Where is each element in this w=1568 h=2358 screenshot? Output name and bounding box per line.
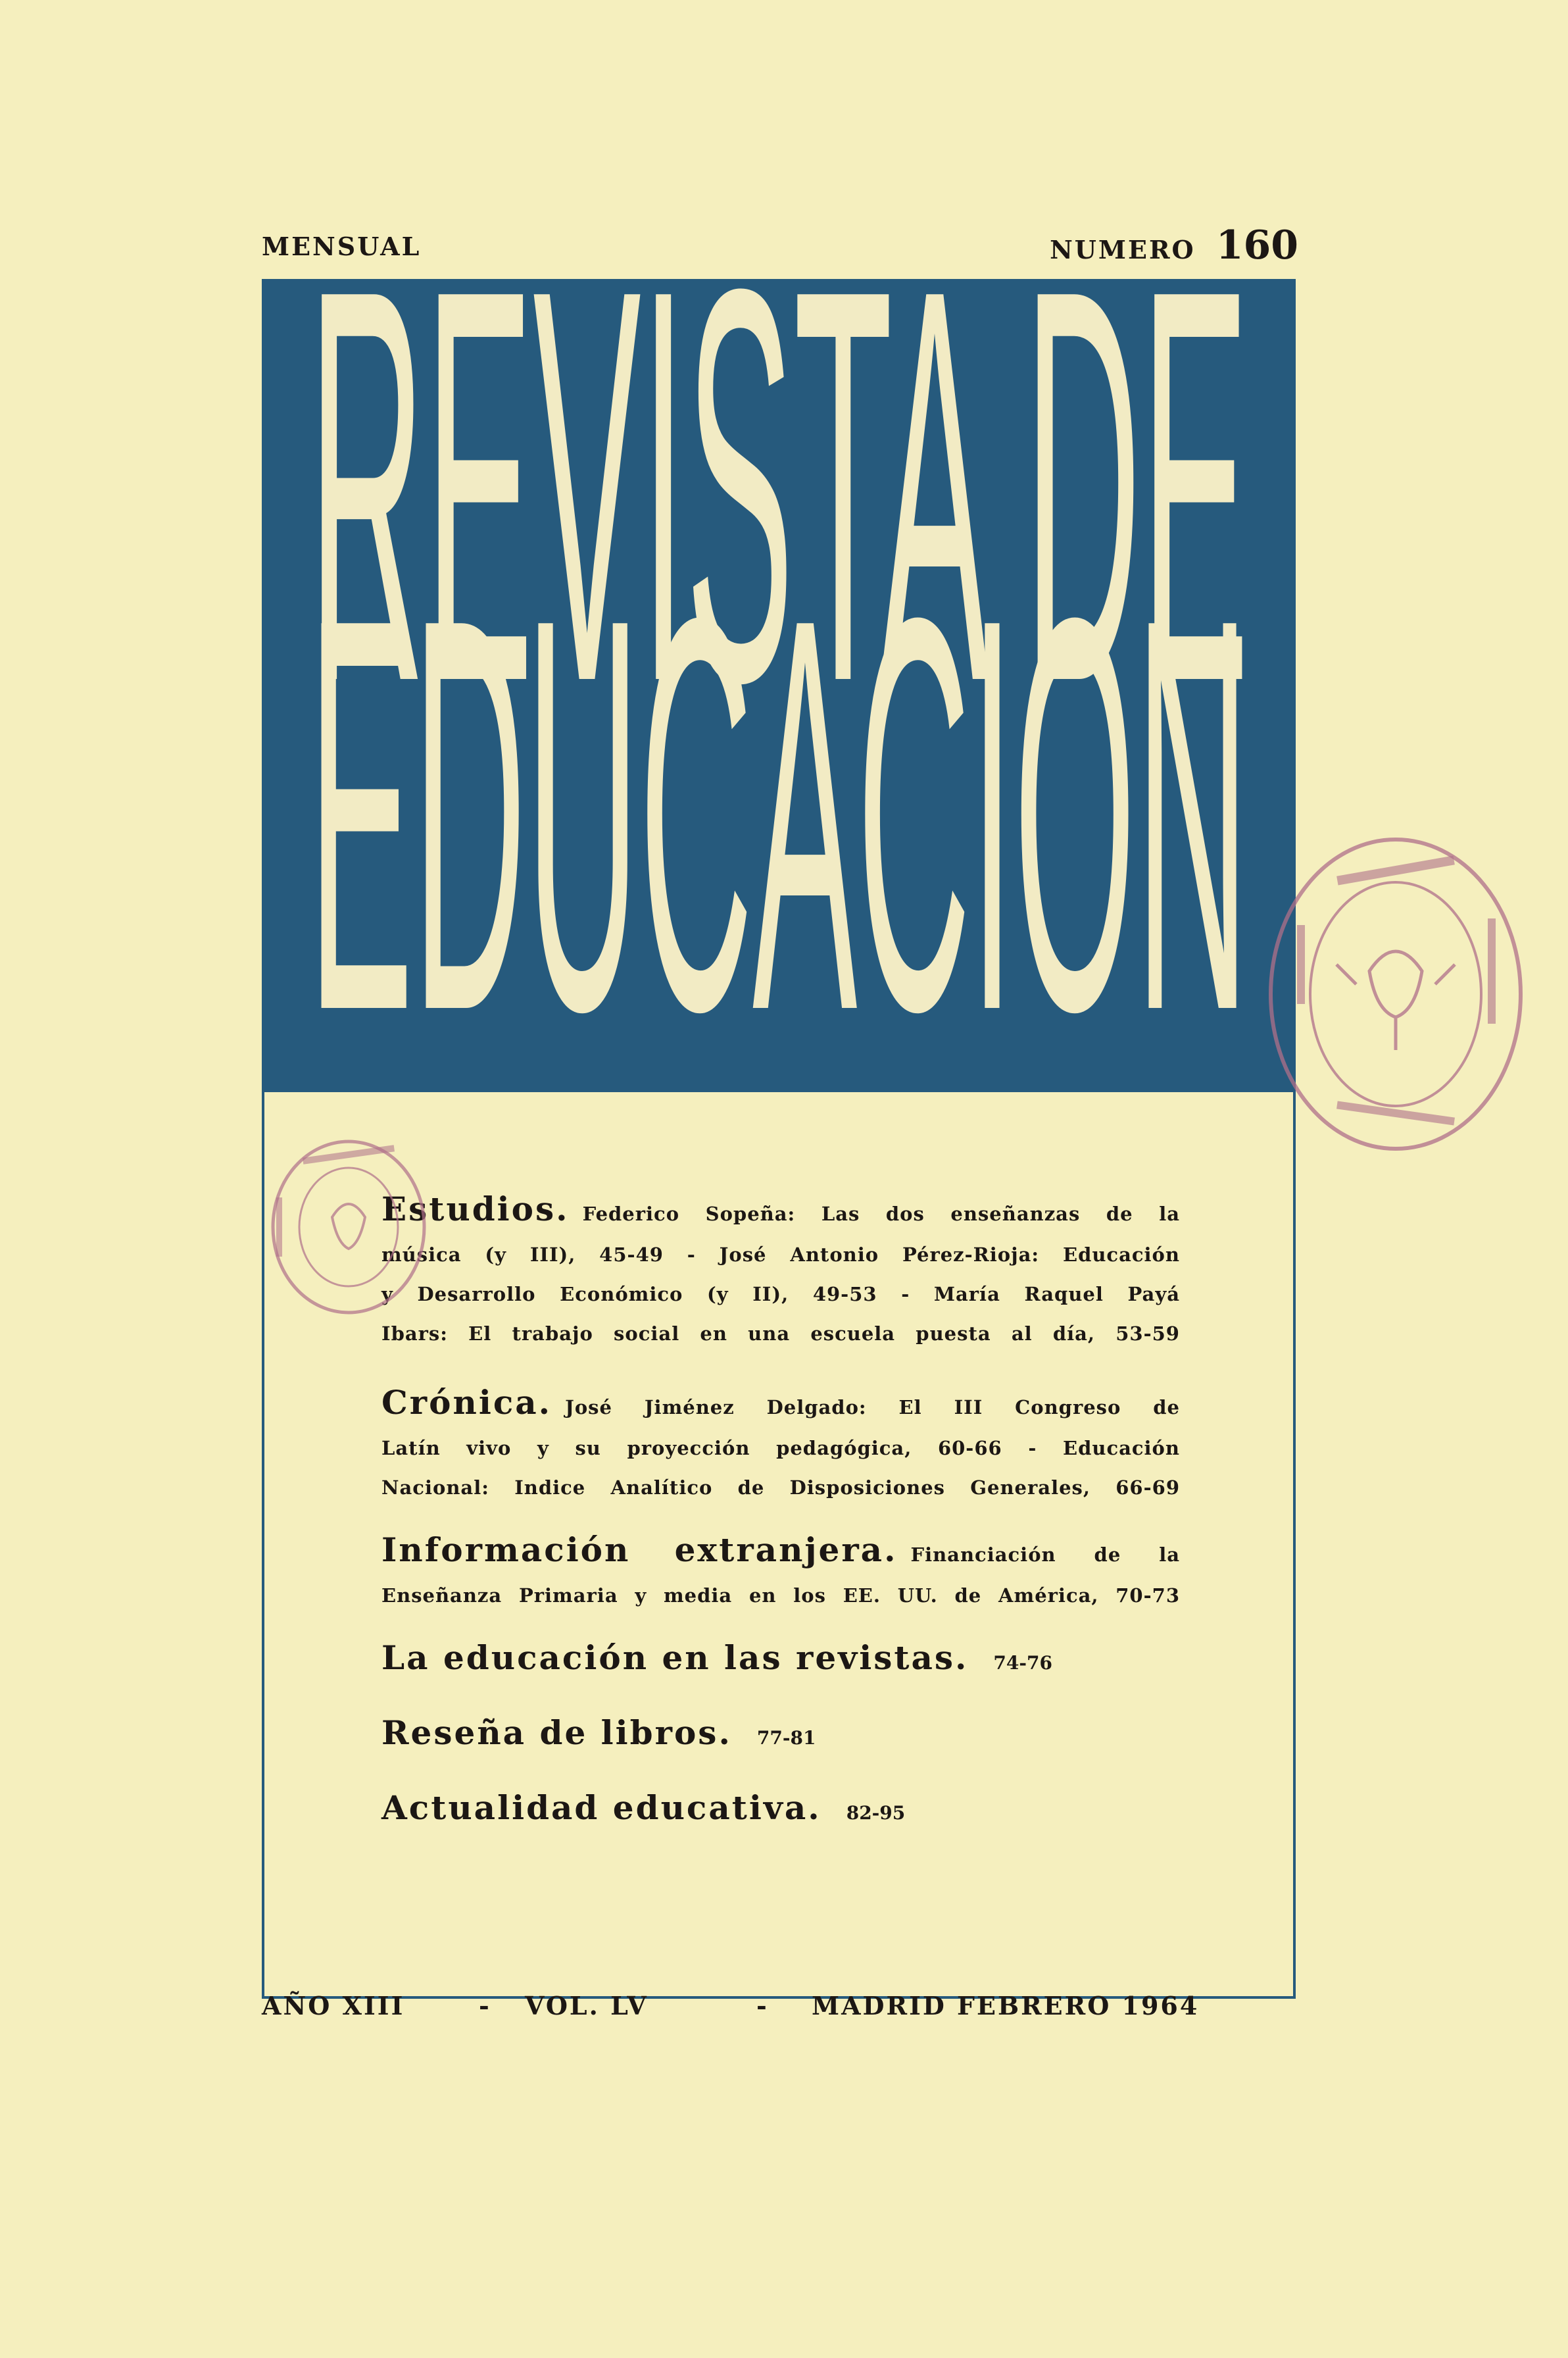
issue-number: 160 xyxy=(1215,222,1298,268)
section-pages: 82-95 xyxy=(846,1802,906,1824)
footer-separator: - xyxy=(756,1991,769,2020)
title-line-2: EDUCACION xyxy=(308,501,1249,1092)
section-informacion xyxy=(381,1529,1180,1615)
library-stamp-left xyxy=(263,1132,434,1322)
section-heading: Actualidad educativa. xyxy=(381,1788,821,1827)
section-text: José Jiménez Delgado: El III Congreso de xyxy=(565,1396,1180,1418)
section-line: Latín vivo y su proyección pedagógica, 60-66 - Educación xyxy=(381,1437,1180,1459)
section-line: Ibars: El trabajo social en una escuela puesta al día, 53-59 xyxy=(381,1322,1180,1345)
section-heading: La educación en las revistas. xyxy=(381,1638,969,1677)
masthead-bar xyxy=(262,222,1298,268)
section-line: Nacional: Indice Analítico de Disposiciones Generales, 66-69 xyxy=(381,1476,1180,1499)
section-revistas xyxy=(381,1638,1052,1677)
section-line: Enseñanza Primaria y media en los EE. UU. de América, 70-73 xyxy=(381,1584,1180,1607)
footer-separator: - xyxy=(479,1991,491,2020)
section-estudios xyxy=(381,1188,1180,1353)
section-line xyxy=(381,1382,1180,1428)
section-cronica xyxy=(381,1382,1180,1507)
section-pages: 74-76 xyxy=(993,1652,1052,1674)
section-text: Financiación de la xyxy=(910,1543,1180,1566)
footer-volume: VOL. LV xyxy=(525,1991,649,2020)
section-actualidad xyxy=(381,1788,905,1827)
section-pages: 77-81 xyxy=(756,1727,816,1749)
section-heading: Información extranjera. xyxy=(381,1530,898,1569)
section-text: Federico Sopeña: Las dos enseñanzas de la xyxy=(582,1203,1180,1225)
issue-label: NUMERO xyxy=(1050,235,1196,264)
footer-place-date: MADRID FEBRERO 1964 xyxy=(812,1991,1200,2020)
section-line xyxy=(381,1188,1180,1235)
section-heading: Estudios. xyxy=(381,1190,570,1228)
issue-info xyxy=(1050,222,1298,268)
title-line-1: REVISTA DE xyxy=(308,279,1249,798)
section-heading: Crónica. xyxy=(381,1383,552,1422)
frequency-label: MENSUAL xyxy=(262,232,422,261)
footer-year: AÑO XIII xyxy=(262,1991,405,2020)
library-stamp-right xyxy=(1258,820,1534,1168)
section-line xyxy=(381,1529,1180,1576)
section-line: y Desarrollo Económico (y II), 49-53 - María Raquel Payá xyxy=(381,1283,1180,1305)
section-line: música (y III), 45-49 - José Antonio Pérez-Rioja: Educación xyxy=(381,1243,1180,1266)
section-heading: Reseña de libros. xyxy=(381,1713,732,1752)
title-graphic xyxy=(262,279,1296,1092)
title-block xyxy=(262,279,1296,1092)
section-libros xyxy=(381,1713,816,1752)
footer-line xyxy=(262,1991,1296,2030)
